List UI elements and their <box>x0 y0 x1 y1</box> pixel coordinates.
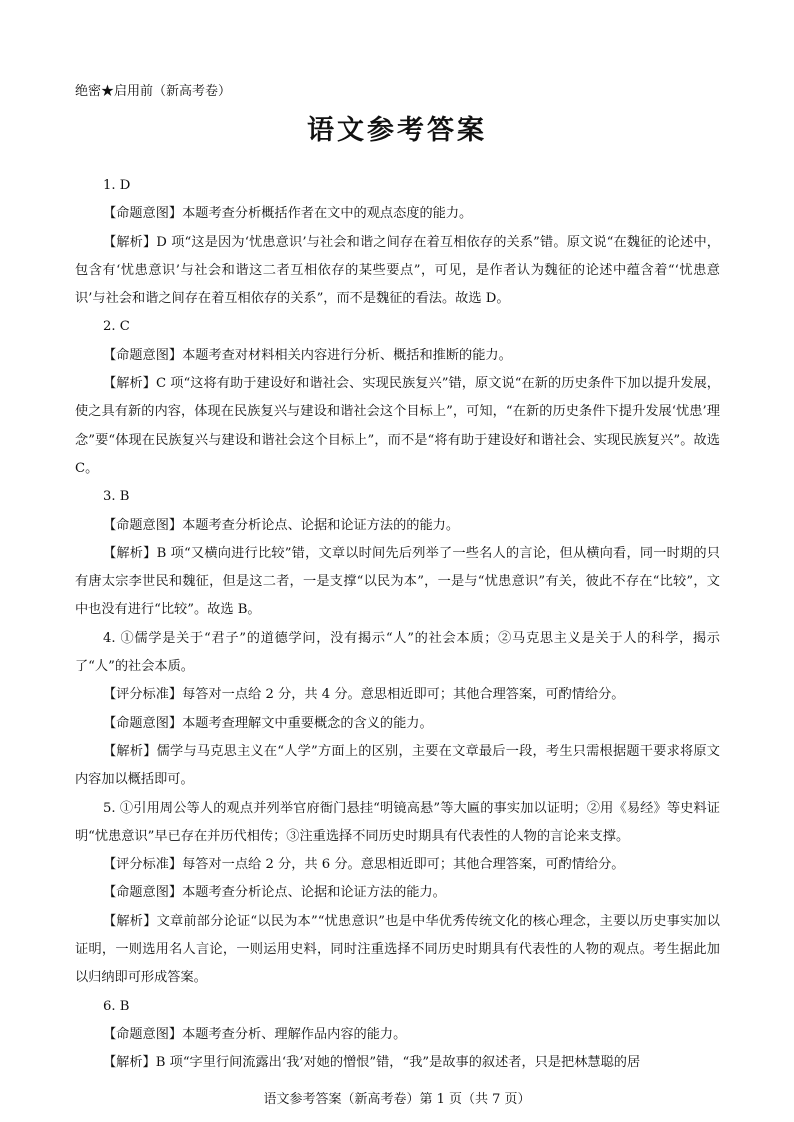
answer-5-analysis: 【解析】文章前部分论证“以民为本”“忧患意识”也是中华优秀传统文化的核心理念，主要以历史事实加以证明，一则选用名人言论，一则运用史料，同时注重选择不同历史时期具有代表性的人物的观点。考生据此加以归纳即可形成答案。 <box>75 913 720 986</box>
answer-6-label: 6. B <box>103 998 130 1014</box>
page-footer: 语文参考答案（新高考卷）第 1 页（共 7 页） <box>263 1092 531 1107</box>
answer-4-text: 4. ①儒学是关于“君子”的道德学问，没有揭示“人”的社会本质；②马克思主义是关于人的科学，揭示了“人”的社会本质。 <box>75 630 720 675</box>
answer-1-analysis: 【解析】D 项“这是因为‘忧患意识’与社会和谐之间存在着互相依存的关系”错。原文说“在魏征的论述中，包含有‘忧患意识’与社会和谐这二者互相依存的某些要点”，可见，是作者认为魏征的论述中蕴含着“‘忧患意识’与社会和谐之间存在着互相依存的关系”，而不是魏征的看法。故选 D。 <box>75 234 720 307</box>
answer-body <box>75 172 720 1078</box>
answer-6-intent: 【命题意图】本题考查分析、理解作品内容的能力。 <box>103 1026 407 1042</box>
answer-4-intent: 【命题意图】本题考查理解文中重要概念的含义的能力。 <box>103 715 433 731</box>
answer-2-label: 2. C <box>103 319 130 335</box>
answer-5-scoring: 【评分标准】每答对一点给 2 分，共 6 分。意思相近即可；其他合理答案，可酌情给分。 <box>103 857 625 873</box>
answer-3-label: 3. B <box>103 489 130 505</box>
answer-5-intent: 【命题意图】本题考查分析论点、论据和论证方法的能力。 <box>103 885 446 901</box>
confidential-header: 绝密★启用前（新高考卷） <box>75 84 232 99</box>
answer-5-text: 5. ①引用周公等人的观点并列举官府衙门悬挂“明镜高悬”等大匾的事实加以证明；②用《易经》等史料证明“忧患意识”早已存在并历代相传；③注重选择不同历史时期具有代表性的人物的言论来支撑。 <box>75 800 720 844</box>
answer-4-scoring: 【评分标准】每答对一点给 2 分，共 4 分。意思相近即可；其他合理答案，可酌情给分。 <box>103 687 625 703</box>
page-title: 语文参考答案 <box>307 115 487 146</box>
answer-4-analysis: 【解析】儒学与马克思主义在“人学”方面上的区别，主要在文章最后一段，考生只需根据题干要求将原文内容加以概括即可。 <box>75 743 720 788</box>
answer-1-label: 1. D <box>103 178 131 193</box>
answer-6-analysis: 【解析】B 项“字里行间流露出‘我’对她的憎恨”错，“我”是故事的叙述者，只是把林慧聪的居 <box>103 1055 641 1071</box>
answer-1-intent: 【命题意图】本题考查分析概括作者在文中的观点态度的能力。 <box>103 206 473 222</box>
answer-2-analysis: 【解析】C 项“这将有助于建设好和谐社会、实现民族复兴”错，原文说“在新的历史条件下加以提升发展，使之具有新的内容，体现在民族复兴与建设和谐社会这个目标上”，可知，“在新的历史条件下提升发展‘忧患’理念”要“体现在民族复兴与建设和谐社会这个目标上”，而不是“将有助于建设好和谐社会、实现民族复兴”。故选 C。 <box>75 376 720 476</box>
answer-2-intent: 【命题意图】本题考查对材料相关内容进行分析、概括和推断的能力。 <box>103 347 512 363</box>
answer-3-intent: 【命题意图】本题考查分析论点、论据和论证方法的的能力。 <box>103 517 460 533</box>
answer-3-analysis: 【解析】B 项“又横向进行比较”错，文章以时间先后列举了一些名人的言论，但从横向看，同一时期的只有唐太宗李世民和魏征，但是这二者，一是支撑“以民为本”，一是与“忧患意识”有关，彼此不存在“比较”，文中也没有进行“比较”。故选 B。 <box>75 545 720 618</box>
